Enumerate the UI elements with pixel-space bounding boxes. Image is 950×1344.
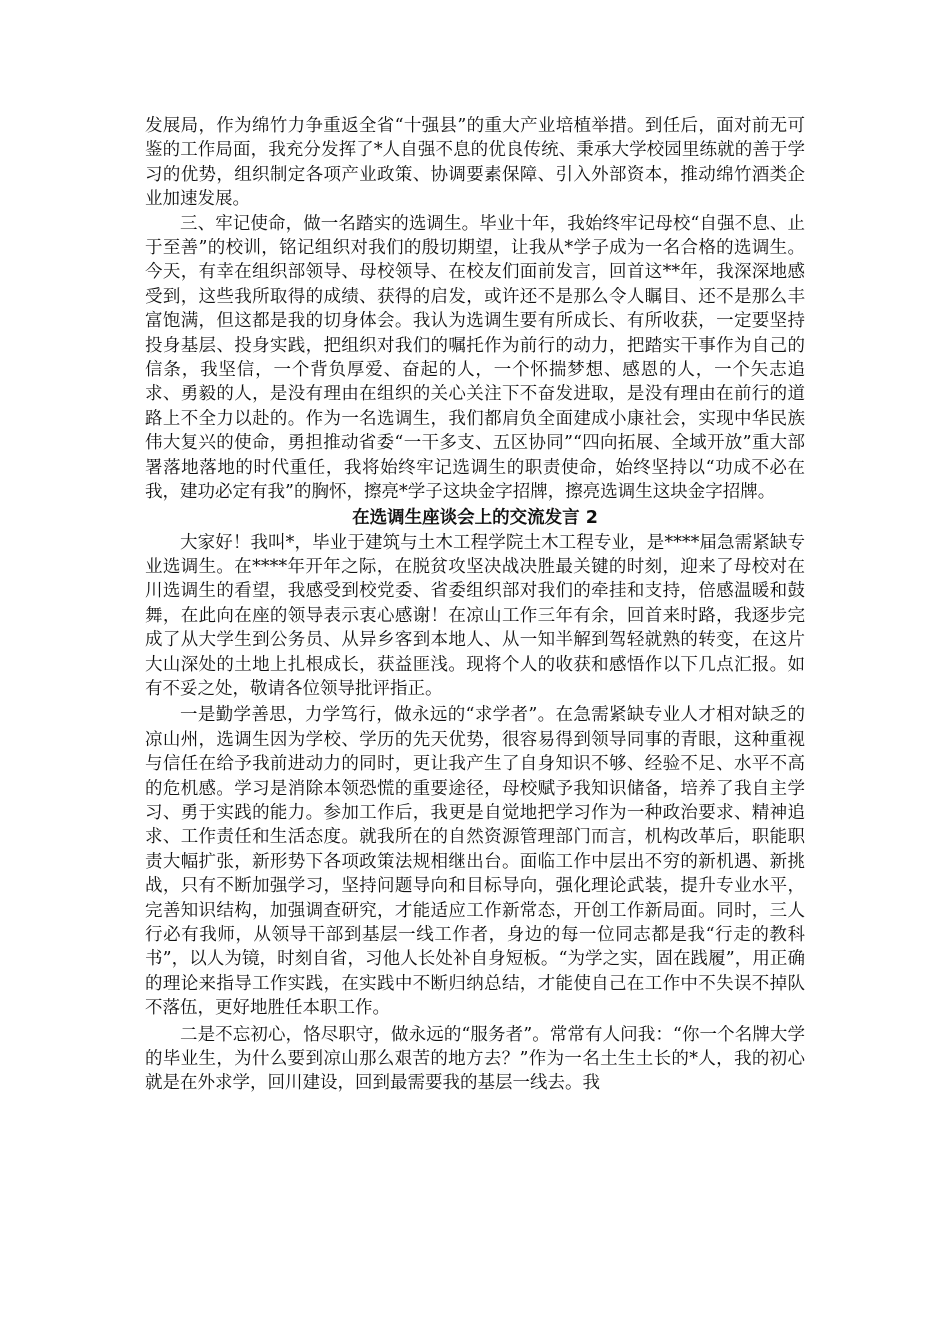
paragraph-greeting: 大家好！我叫*，毕业于建筑与土木工程学院土木工程专业，是****届急需紧缺专业选调生。在****年开年之际，在脱贫攻坚决战决胜最关键的时刻，迎来了母校对在川选调生的看望，我感受到校党委、省委组织部对我们的牵挂和支持，倍感温暖和鼓舞，在此向在座的领导表示衷心感谢！在凉山工作三年有余，回首来时路，我逐步完成了从大学生到公务员、从异乡客到本地人、从一知半解到驾轻就熟的转变，在这片大山深处的土地上扎根成长，获益匪浅。现将个人的收获和感悟作以下几点汇报。如有不妥之处，敬请各位领导批评指正。 — [145, 532, 805, 699]
paragraph-point-two: 二是不忘初心，恪尽职守，做永远的“服务者”。常常有人问我：“你一个名牌大学的毕业生，为什么要到凉山那么艰苦的地方去？”作为一名土生土长的*人，我的初心就是在外求学，回川建设，回到最需要我的基层一线去。我 — [145, 1024, 805, 1094]
section-title: 在选调生座谈会上的交流发言 2 — [352, 507, 598, 528]
paragraph-mission: 三、牢记使命，做一名踏实的选调生。毕业十年，我始终牢记母校“自强不息、止于至善”的校训，铭记组织对我们的殷切期望，让我从*学子成为一名合格的选调生。今天，有幸在组织部领导、母校领导、在校友们面前发言，回首这**年，我深深地感受到，这些我所取得的成绩、获得的启发，或许还不是那么令人瞩目、还不是那么丰富饱满，但这都是我的切身体会。我认为选调生要有所成长、有所收获，一定要坚持投身基层、投身实践，把组织对我们的嘱托作为前行的动力，把踏实干事作为自己的信条，我坚信，一个背负厚爱、奋起的人，一个怀揣梦想、感恩的人，一个矢志追求、勇毅的人，是没有理由在组织的关心关注下不奋发进取，是没有理由在前行的道路上不全力以赴的。作为一名选调生，我们都肩负全面建成小康社会，实现中华民族伟大复兴的使命，勇担推动省委“一干多支、五区协同”“四向拓展、全域开放”重大部署落地落地的时代重任，我将始终牢记选调生的职责使命，始终坚持以“功成不必在我，建功必定有我”的胸怀，擦亮*学子这块金字招牌，擦亮选调生这块金字招牌。 — [145, 213, 805, 503]
document-page — [145, 114, 805, 1096]
paragraph-point-one: 一是勤学善思，力学笃行，做永远的“求学者”。在急需紧缺专业人才相对缺乏的凉山州，选调生因为学校、学历的先天优势，很容易得到领导同事的青眼，这种重视与信任在给予我前进动力的同时，更让我产生了自身知识不够、经验不足、水平不高的危机感。学习是消除本领恐慌的重要途径，母校赋予我知识储备，培养了我自主学习、勇于实践的能力。参加工作后，我更是自觉地把学习作为一种政治要求、精神追求、工作责任和生活态度。就我所在的自然资源管理部门而言，机构改革后，职能职责大幅扩张，新形势下各项政策法规相继出台。面临工作中层出不穷的新机遇、新挑战，只有不断加强学习，坚持问题导向和目标导向，强化理论武装，提升专业水平，完善知识结构，加强调查研究，才能适应工作新常态，开创工作新局面。同时，三人行必有我师，从领导干部到基层一线工作者，身边的每一位同志都是我“行走的教科书”，以人为镜，时刻自省，习他人长处补自身短板。“为学之实，固在践履”，用正确的理论来指导工作实践，在实践中不断归纳总结，才能使自己在工作中不失误不掉队不落伍，更好地胜任本职工作。 — [145, 705, 805, 1019]
paragraph-continued: 发展局，作为绵竹力争重返全省“十强县”的重大产业培植举措。到任后，面对前无可鉴的工作局面，我充分发挥了*人自强不息的优良传统、秉承大学校园里练就的善于学习的优势，组织制定各项产业政策、协调要素保障、引入外部资本，推动绵竹酒类企业加速发展。 — [145, 116, 805, 210]
